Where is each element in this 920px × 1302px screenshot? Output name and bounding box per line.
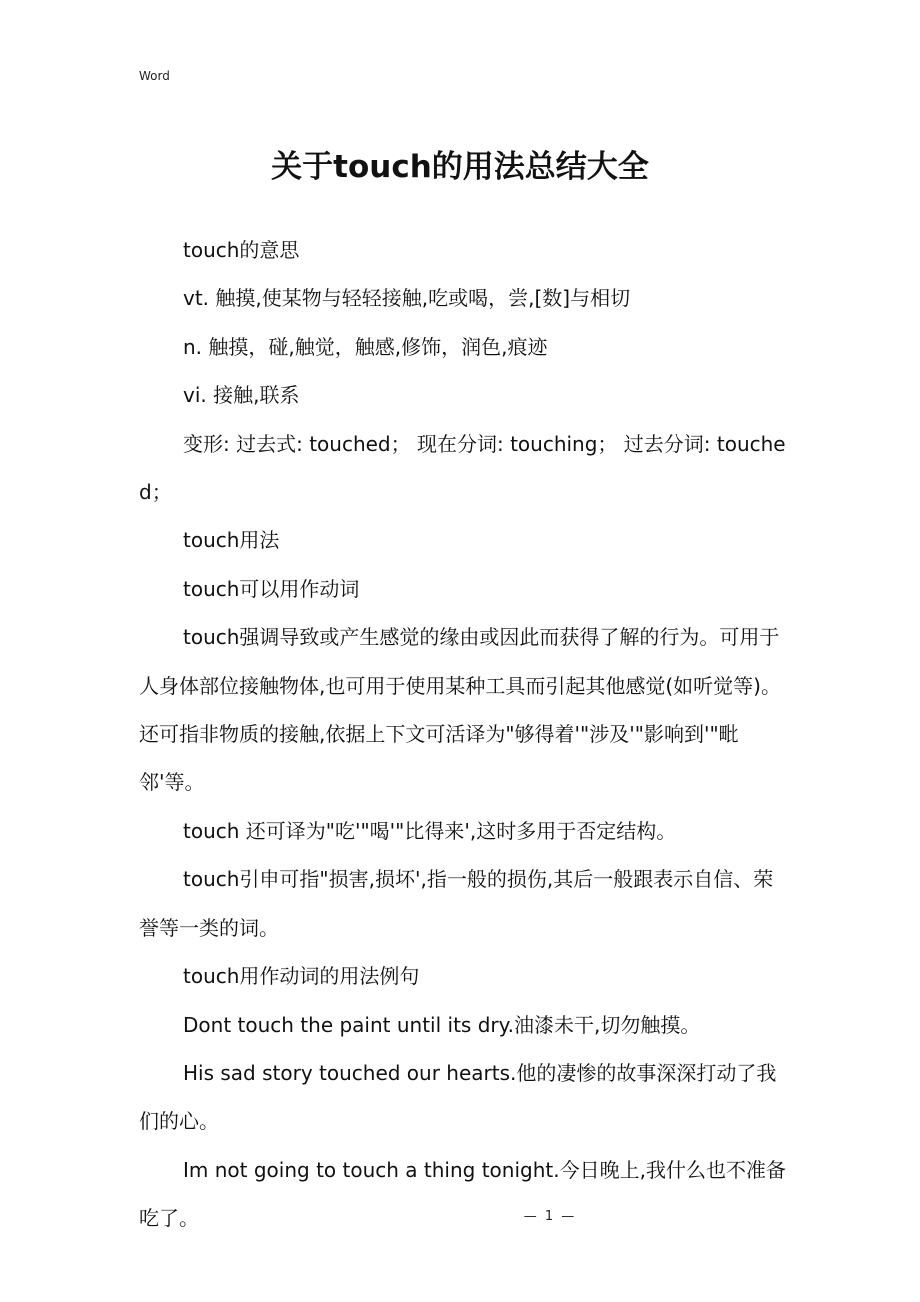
paragraph: touch的意思 bbox=[183, 238, 300, 262]
page-number-text: — 1 — bbox=[523, 1209, 577, 1224]
paragraph: touch 还可译为"吃'"喝'"比得来',这时多用于否定结构。 bbox=[183, 818, 677, 843]
paragraph: touch用作动词的用法例句 bbox=[183, 964, 420, 989]
paragraph: Im not going to touch a thing tonight.今日晚上,我什么也不准备吃了。 bbox=[139, 1157, 786, 1231]
document-body bbox=[139, 226, 787, 1243]
paragraph: touch用法 bbox=[183, 528, 280, 553]
document-title: 关于touch的用法总结大全 bbox=[271, 149, 649, 185]
page-number bbox=[0, 1208, 920, 1226]
paragraph: Dont touch the paint until its dry.油漆未干,切勿触摸。 bbox=[183, 1012, 701, 1037]
paragraph: vt. 触摸,使某物与轻轻接触,吃或喝，尝,[数]与相切 bbox=[183, 286, 631, 311]
paragraph: n. 触摸，碰,触觉，触感,修饰，润色,痕迹 bbox=[183, 334, 548, 359]
paragraph: touch强调导致或产生感觉的缘由或因此而获得了解的行为。可用于人身体部位接触物体,也可用于使用某种工具而引起其他感觉(如听觉等)。还可指非物质的接触,依据上下文可活译为"够得着'"涉及'"影响到'"毗邻'等。 bbox=[139, 625, 781, 795]
paragraph: vi. 接触,联系 bbox=[183, 383, 300, 408]
paragraph: His sad story touched our hearts.他的凄惨的故事深深打动了我们的心。 bbox=[139, 1060, 777, 1134]
paragraph: 变形: 过去式: touched； 现在分词: touching； 过去分词: touched； bbox=[139, 431, 786, 505]
paragraph: touch引申可指"损害,损坏',指一般的损伤,其后一般跟表示自信、荣誉等一类的词。 bbox=[139, 867, 774, 940]
header-label: Word bbox=[139, 69, 170, 83]
paragraph: touch可以用作动词 bbox=[183, 576, 360, 601]
